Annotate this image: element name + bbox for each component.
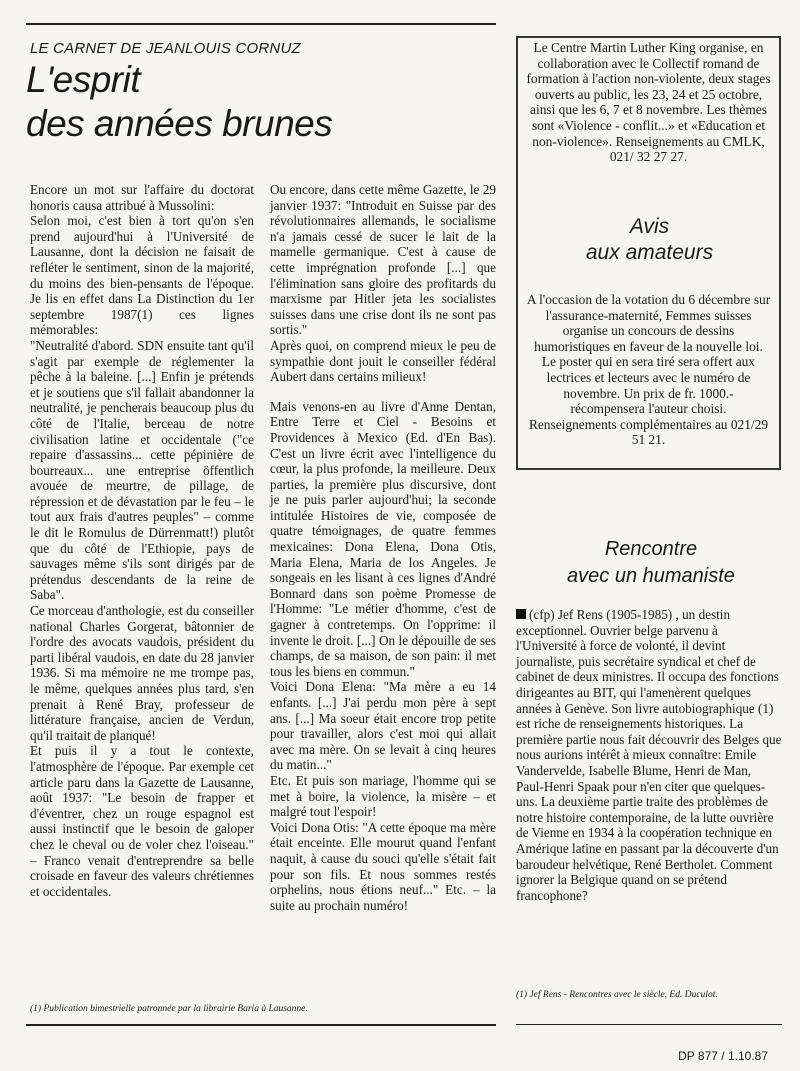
col1-paragraph: Selon moi, c'est bien à tort qu'on s'en prend aujourd'hui à l'Université de Lausanne, dont la décision ne faisait de refléter le sentiment, sinon de la majorité, du moins des bien-pensants de l'époque. Je lis en effet dans La Distinction du 1er septembre 1987(1) ces lignes mémorables:: [30, 213, 254, 338]
col1-paragraph: Encore un mot sur l'affaire du doctorat honoris causa attribué à Mussolini:: [30, 182, 254, 213]
box-title: [522, 214, 777, 266]
page-footer: DP 877 / 1.10.87: [678, 1049, 768, 1063]
col2-paragraph: Etc. Et puis son mariage, l'homme qui se met à boire, la violence, la misère – et malgré tout l'espoir!: [270, 772, 496, 820]
side-article-title: [516, 536, 786, 590]
box-title-line1: Avis: [629, 215, 670, 238]
article-footnote: (1) Publication bimestrielle patronnée par la librairie Baria à Lausanne.: [30, 1004, 308, 1014]
col1-paragraph: Ce morceau d'anthologie, est du conseiller national Charles Gorgerat, bâtonnier de l'ordre des avocats vaudois, président du parti libéral vaudois, en date du 28 janvier 1936. Si ma mémoire ne me trompe pas, le même, quelques années plus tard, s'en prenait à René Bray, professeur de littérature française, ancien de Verdun, qu'il traitait de planqué!: [30, 603, 254, 743]
article-column-1: [30, 182, 254, 899]
article-title-line2: des années brunes: [26, 103, 333, 144]
side-bottom-rule: [516, 1024, 782, 1025]
side-title-line1: Rencontre: [604, 538, 698, 560]
bullet-square-icon: [516, 609, 526, 619]
side-title-line2: avec un humaniste: [567, 565, 735, 587]
side-article-footnote: (1) Jef Rens - Rencontres avec le siècle, Ed. Duculot.: [516, 990, 718, 1000]
col2-paragraph: Ou encore, dans cette même Gazette, le 29 janvier 1937: "Introduit en Suisse par des révolutionnaires allemands, le socialisme n'a jamais cessé de sucer le lait de la mamelle germanique. C'est à cause de cette imprégnation profonde [...] que l'élimination sans gloire des profitards du marxisme par Hitler jeta les socialistes suisses dans une crise dont ils ne sont pas sortis.": [270, 182, 496, 338]
top-rule: [26, 23, 496, 25]
col2-paragraph: Mais venons-en au livre d'Anne Dentan, Entre Terre et Ciel - Besoins et Providences à Mexico (Ed. d'En Bas). C'est un livre écrit avec l'intelligence du cœur, la plus profonde, la meilleure. Deux parties, la première plus discursive, dont je ne puis parler aujourd'hui; la seconde intitulée Histoires de vie, composée de quatre témoignages, de quatre femmes mexicaines: Dona Elena, Dona Otis, Maria Elena, Maria de los Angeles. Je songeais en les lisant à ces lignes d'André Bonnard dans son poème Promesse de l'Homme: "Le métier d'homme, c'est de gagner à contretemps. On l'opprime: il invente le droit. [...] On le dépouille de ses champs, de sa maison, de son pain: il met tous les biens en commun.": [270, 398, 496, 679]
article-title-line1: L'esprit: [26, 59, 141, 100]
article-bottom-rule: [26, 1024, 496, 1026]
side-article-body: [516, 607, 782, 903]
box-title-line2: aux amateurs: [585, 241, 714, 264]
article-title: [26, 58, 496, 146]
article-column-2: [270, 182, 496, 913]
notice-text: Le Centre Martin Luther King organise, en collaboration avec le Collectif romand de formation à l'action non-violente, deux stages ouverts au public, les 23, 24 et 25 octobre, ainsi que les 6, 7 et 8 novembre. Les thèmes sont «Violence - conflit...» et «Education et non-violence». Renseignements au CMLK, 021/ 32 27 27.: [526, 40, 771, 165]
col2-paragraph: Après quoi, on comprend mieux le peu de sympathie dont jouit le conseiller fédéral Aubert dans certains milieux!: [270, 337, 496, 385]
col1-paragraph: Et puis il y a tout le contexte, l'atmosphère de l'époque. Par exemple cet article paru dans la Gazette de Lausanne, août 1937: "Le besoin de frapper et d'éventrer, chez un rouge espagnol est aussi instinctif que le besoin de galoper chez le cheval ou de voler chez l'oiseau." – Franco venait d'entreprendre sa belle croisade en faveur des valeurs chrétiennes et occidentales.: [30, 743, 254, 899]
side-article-text: (cfp) Jef Rens (1905-1985) , un destin exceptionnel. Ouvrier belge parvenu à l'Université à force de volonté, il devint journaliste, puis secrétaire syndical et chef de cabinet de deux ministres. Il occupa des fonctions dirigeantes au BIT, qui l'amenèrent quelques années à Genève. Son livre autobiographique (1) est riche de renseignements historiques. La première partie nous fait découvrir des Belges que nous aurions intérêt à mieux connaître: Emile Vandervelde, Isabelle Blume, Henri de Man, Paul-Henri Spaak pour n'en citer que quelques-uns. La deuxième partie traite des problèmes de notre histoire contemporaine, de la lutte ouvrière de Vienne en 1934 à la coopération technique en Amérique latine en passant par la découverte d'un baroudeur helvétique, René Bertholet. Comment ignorer la Belgique quand on se prétend francophone?: [516, 607, 782, 903]
col2-paragraph: Voici Dona Elena: "Ma mère a eu 14 enfants. [...] J'ai perdu mon père à sept ans. [...] Ma soeur était encore trop petite pour travailler, alors c'est moi qui allait avec ma mère. On se levait à cinq heures du matin...": [270, 679, 496, 773]
col1-paragraph: "Neutralité d'abord. SDN ensuite tant qu'il s'agit par exemple de réglementer la pêche à la baleine. [...] Enfin je prétends et je soutiens que s'il fallait abandonner la neutralité, je pencherais beaucoup plus du côté de l'Italie, berceau de notre civilisation latine et occidentale ("ce repaire d'assassins... cette pépinière de bourreaux... une entreprise öffentlich avouée de meurtre, de pillage, de répression et de dévastation par le feu – le tout aux frais d'autres peuples" – comme le dit le Romulus de Dürrenmatt!) plutôt que du côté de l'Ethiopie, pays de sauvages même s'ils sont dirigés par de prétendus descendants de la reine de Saba".: [30, 337, 254, 603]
box-body: A l'occasion de la votation du 6 décembre sur l'assurance-maternité, Femmes suisses organise un concours de dessins humoristiques en faveur de la nouvelle loi. Le poster qui en sera tiré sera offert aux lectrices et lecteurs avec le numéro de novembre. Un prix de fr. 1000.- récompensera l'auteur choisi. Renseignements complémentaires au 021/29 51 21.: [526, 292, 771, 448]
article-kicker: LE CARNET DE JEANLOUIS CORNUZ: [30, 40, 301, 57]
col2-paragraph: Voici Dona Otis: "A cette époque ma mère était enceinte. Elle mourut quand l'enfant naquit, à cause du souci qu'elle s'était fait pour son fils. Et nous sommes restés orphelins, nous étions neuf..." Etc. – la suite au prochain numéro!: [270, 819, 496, 913]
